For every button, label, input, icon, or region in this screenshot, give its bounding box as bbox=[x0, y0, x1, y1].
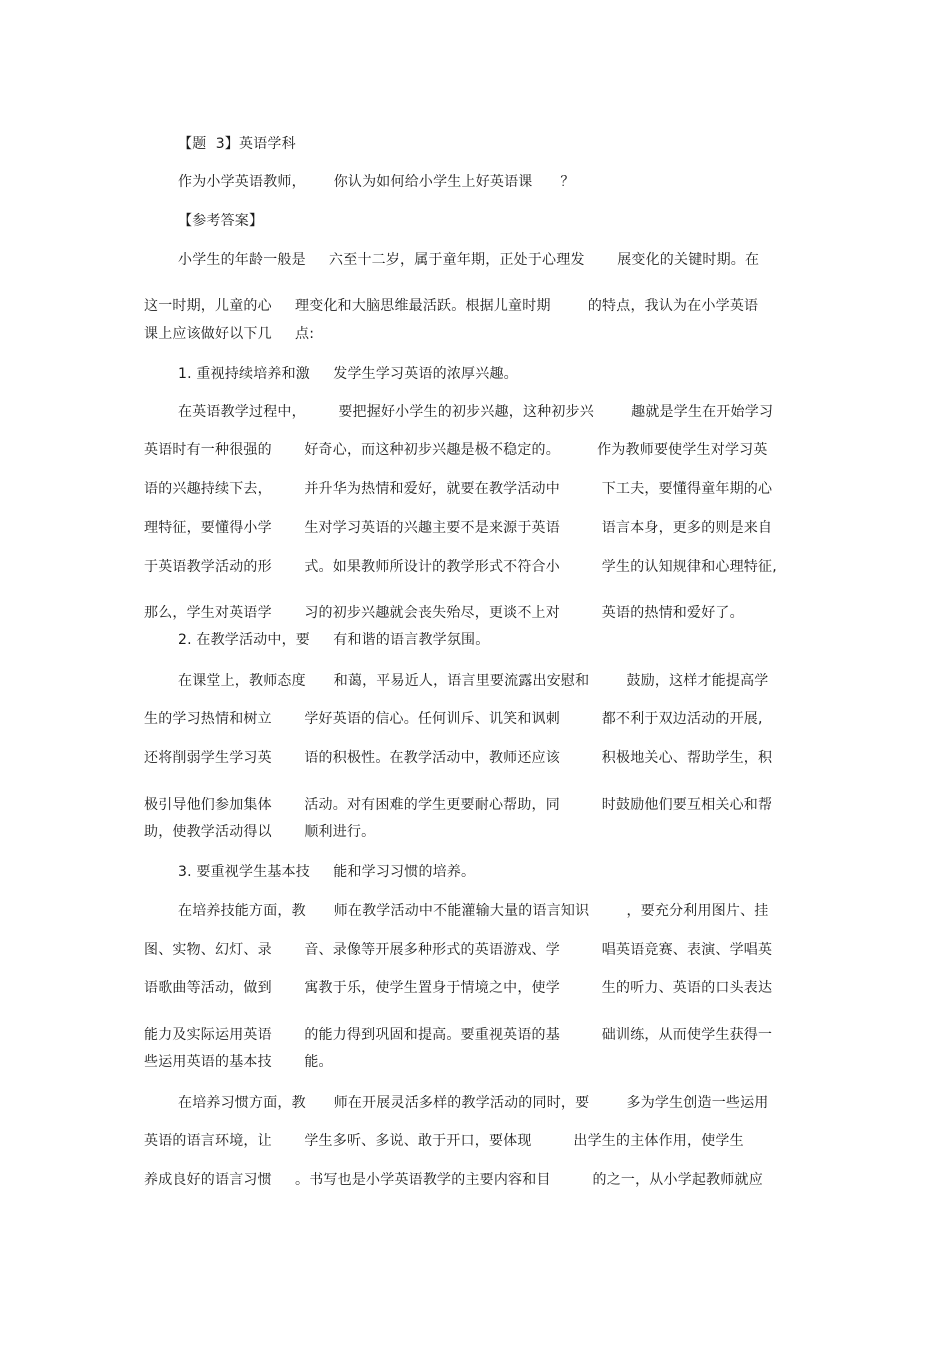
list-item-heading: 1. 重视持续培养和激 发学生学习英语的浓厚兴趣。 bbox=[178, 366, 518, 382]
question-text: 作为小学英语教师， 你认为如何给小学生上好英语课 ？ bbox=[178, 174, 575, 190]
body-line: 在英语教学过程中， 要把握好小学生的初步兴趣，这种初步兴 趣就是学生在开始学习 bbox=[178, 404, 774, 420]
body-line: 在课堂上，教师态度 和蔼，平易近人，语言里要流露出安慰和 鼓励，这样才能提高学 bbox=[178, 673, 769, 689]
body-line: 理特征，要懂得小学 生对学习英语的兴趣主要不是来源于英语 语言本身，更多的则是来自 bbox=[144, 520, 773, 536]
body-line: 在培养习惯方面，教 师在开展灵活多样的教学活动的同时，要 多为学生创造一些运用 bbox=[178, 1095, 769, 1111]
body-line: 语的兴趣持续下去， 并升华为热情和爱好，就要在教学活动中 下工夫，要懂得童年期的心 bbox=[144, 481, 773, 497]
answer-heading: 【参考答案】 bbox=[178, 213, 264, 229]
body-line: 小学生的年龄一般是 六至十二岁，属于童年期，正处于心理发 展变化的关键时期。在 bbox=[178, 252, 760, 268]
list-item-heading: 2. 在教学活动中，要 有和谐的语言教学氛围。 bbox=[178, 632, 490, 648]
body-line: 语歌曲等活动，做到 寓教于乐，使学生置身于情境之中，使学 生的听力、英语的口头表达 bbox=[144, 980, 773, 996]
body-line: 助，使教学活动得以 顺利进行。 bbox=[144, 824, 376, 840]
body-line: 些运用英语的基本技 能。 bbox=[144, 1054, 333, 1070]
body-line: 在培养技能方面，教 师在教学活动中不能灌输大量的语言知识 ，要充分利用图片、挂 bbox=[178, 903, 769, 919]
body-line: 养成良好的语言习惯 。书写也是小学英语教学的主要内容和目 的之一，从小学起教师就应 bbox=[144, 1172, 763, 1188]
body-line: 课上应该做好以下几 点: bbox=[144, 326, 315, 342]
body-line: 图、实物、幻灯、录 音、录像等开展多种形式的英语游戏、学 唱英语竞赛、表演、学唱英 bbox=[144, 942, 773, 958]
body-line: 英语的语言环境，让 学生多听、多说、敢于开口，要体现 出学生的主体作用，使学生 bbox=[144, 1133, 744, 1149]
body-line: 于英语教学活动的形 式。如果教师所设计的教学形式不符合小 学生的认知规律和心理特征, bbox=[144, 559, 777, 575]
body-line: 生的学习热情和树立 学好英语的信心。任何训斥、讥笑和讽刺 都不利于双边活动的开展, bbox=[144, 711, 763, 727]
body-line: 还将削弱学生学习英 语的积极性。在教学活动中，教师还应该 积极地关心、帮助学生，积 bbox=[144, 750, 773, 766]
list-item-heading: 3. 要重视学生基本技 能和学习习惯的培养。 bbox=[178, 864, 476, 880]
body-line: 这一时期，儿童的心 理变化和大脑思维最活跃。根据儿童时期 的特点，我认为在小学英语 bbox=[144, 298, 759, 314]
body-line: 那么，学生对英语学 习的初步兴趣就会丧失殆尽，更谈不上对 英语的热情和爱好了。 bbox=[144, 605, 744, 621]
section-title: 【题 3】英语学科 bbox=[178, 136, 296, 152]
body-line: 英语时有一种很强的 好奇心，而这种初步兴趣是极不稳定的。 作为教师要使学生对学习英 bbox=[144, 442, 768, 458]
body-line: 能力及实际运用英语 的能力得到巩固和提高。要重视英语的基 础训练，从而使学生获得一 bbox=[144, 1027, 773, 1043]
body-line: 极引导他们参加集体 活动。对有困难的学生更要耐心帮助，同 时鼓励他们要互相关心和帮 bbox=[144, 797, 773, 813]
